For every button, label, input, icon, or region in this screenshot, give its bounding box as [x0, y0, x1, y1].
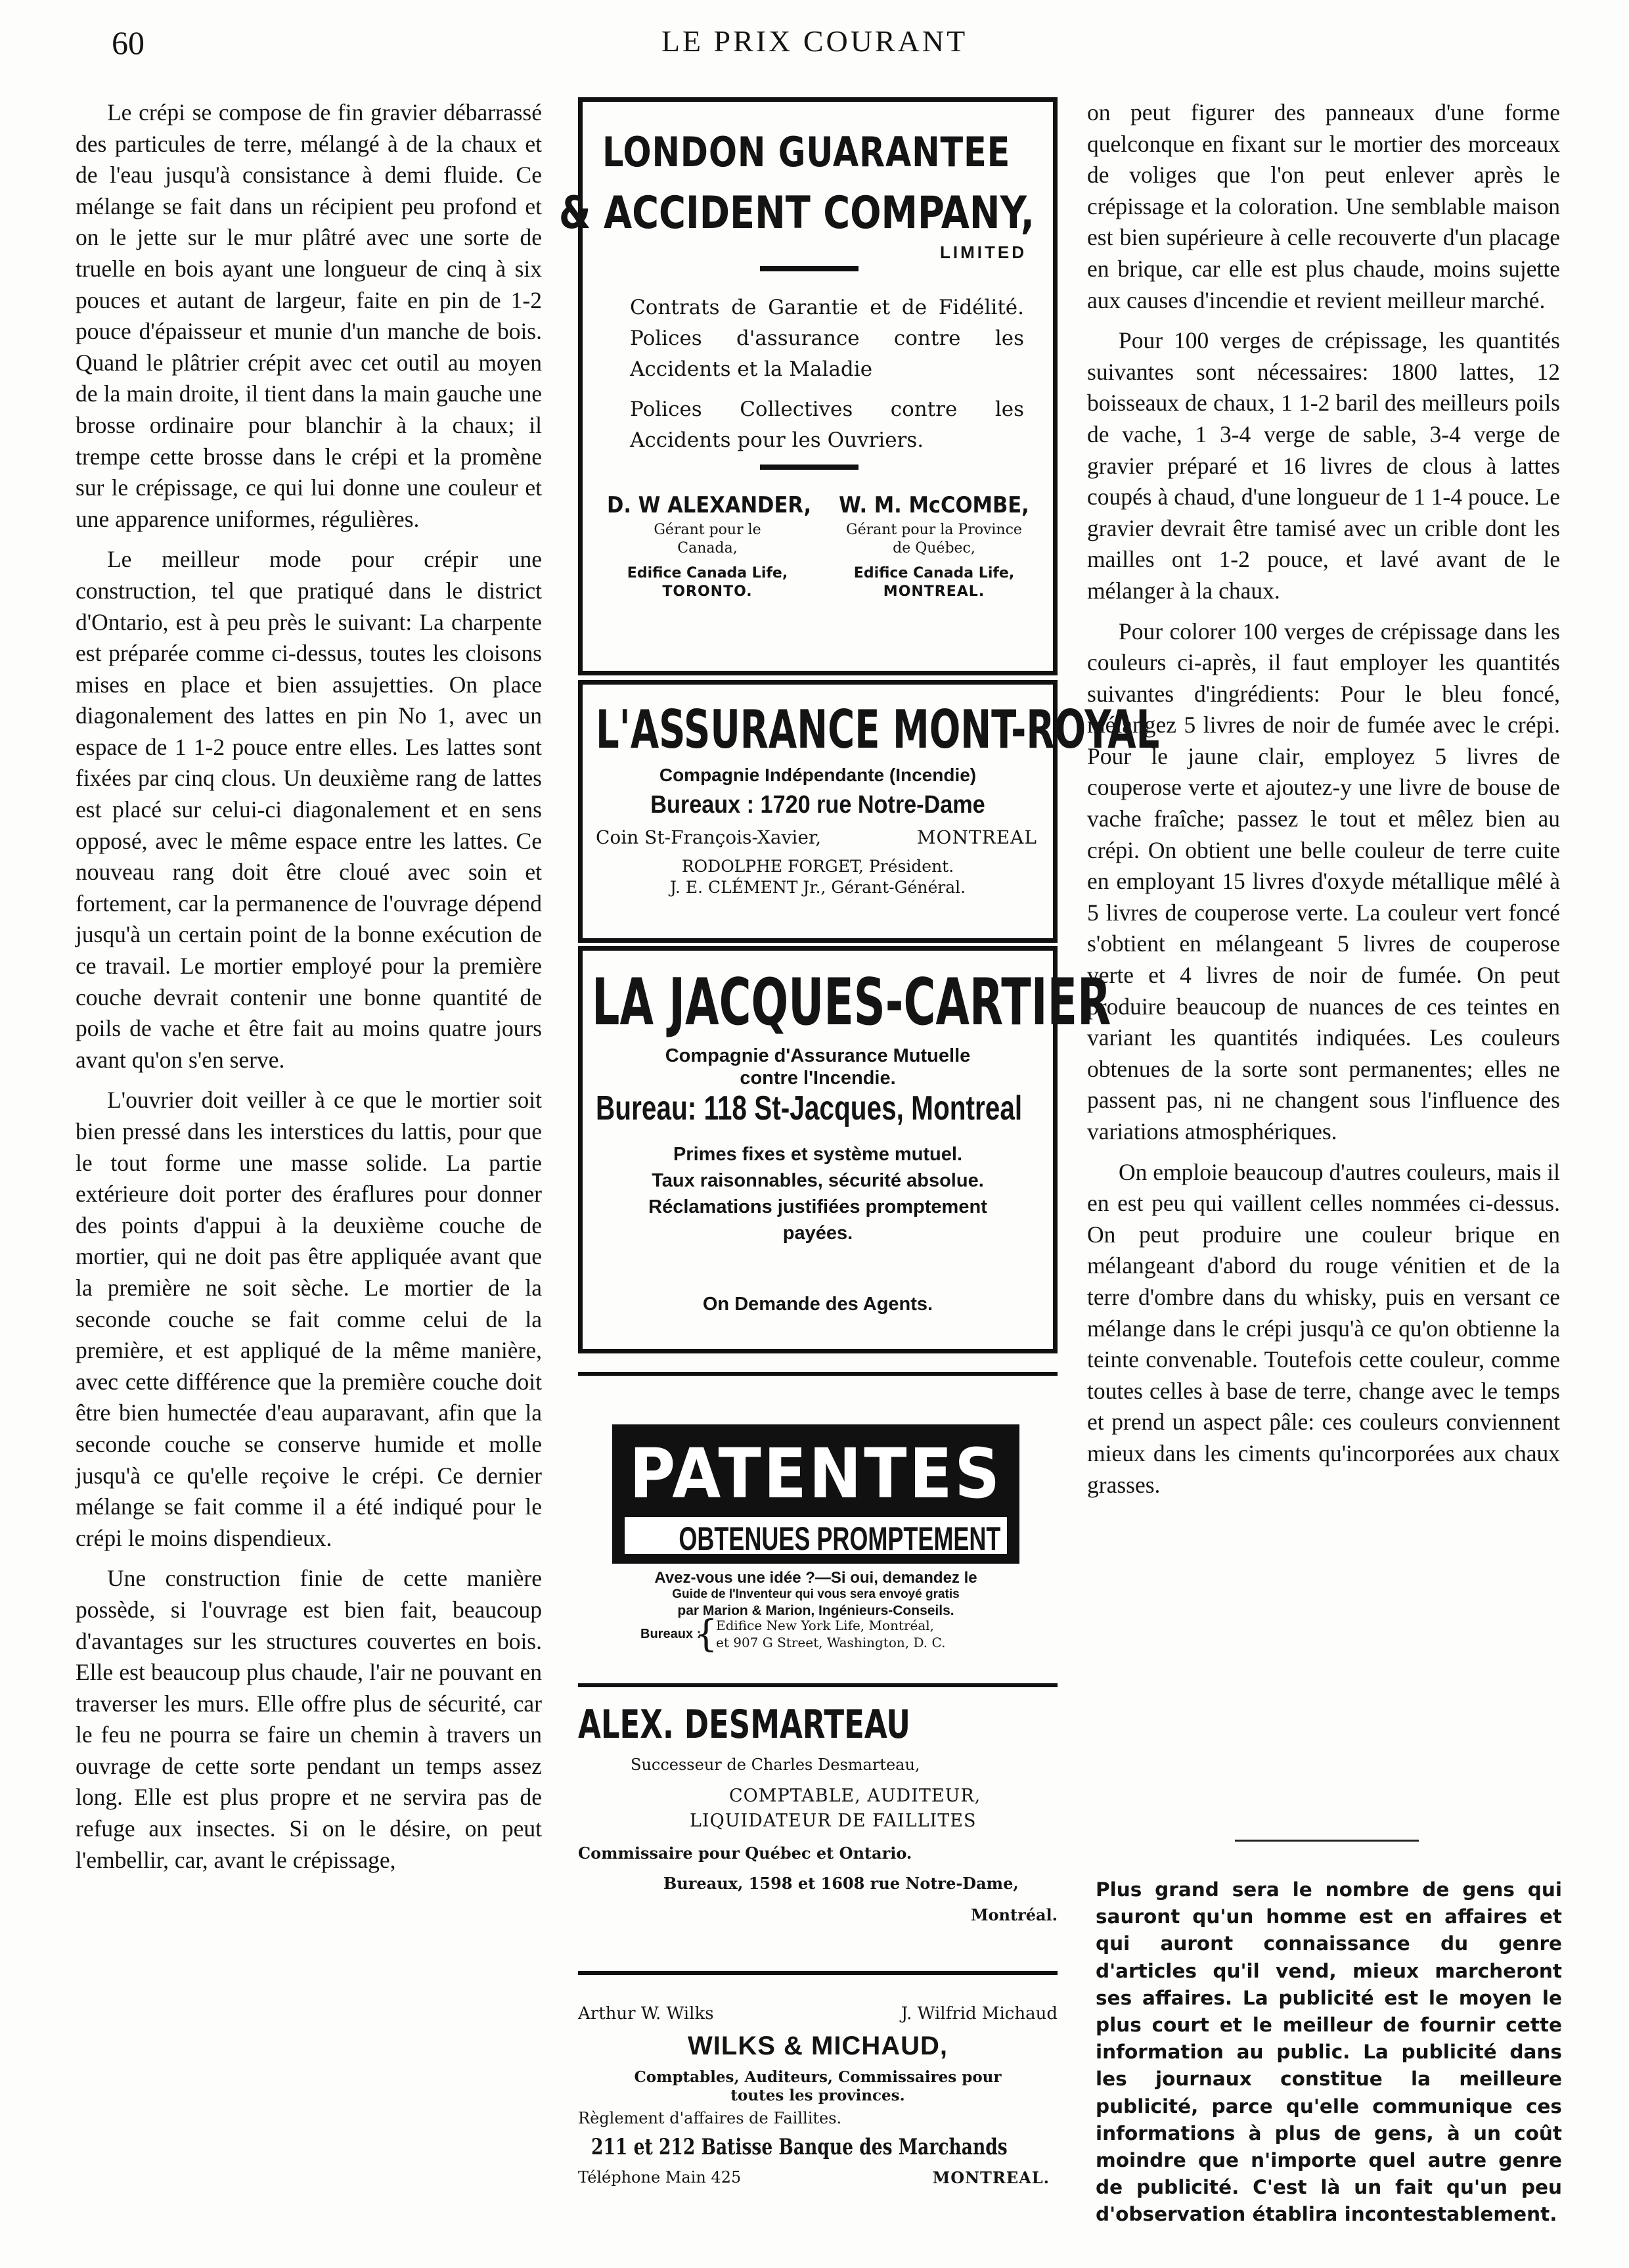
ad-city: MONTREAL — [916, 827, 1037, 848]
ad-separator — [578, 1683, 1058, 1687]
agent-role: Canada, — [677, 540, 738, 556]
paragraph: on peut figurer des panneaux d'une forme quelconque en fixant sur le mortier des morceaux de voliges que l'on peut enlever après le crépissage et la coloration. Une semblable maison est bien supérieure à celle recouverte d'un placage en brique, car elle est plus chaude, moins sujette aux causes d'incendie et revient meilleur marché. — [1087, 99, 1560, 313]
page-number: 60 — [112, 24, 145, 61]
advertising-notice: Plus grand sera le nombre de gens qui sauront qu'un homme est en affaires et qui auront connaissance du genre d'articles qu'il vend, mieux marcheront ses affaires. La publicité est le moyen le plus court et le meilleur de fournir cette information au public. La publicité dans les journaux constitue la meilleure publicité, parce qu'elle communique ces informations à plus de gens, à un coût moindre que n'importe quel autre genre de publicité. C'est là un fait qu'un peu d'observation établira incontestablement. — [1096, 1878, 1562, 2226]
agent-role: de Québec, — [893, 540, 975, 556]
ad-body — [630, 292, 1024, 465]
ad-line: Avez-vous une idée ?—Si oui, demandez le — [654, 1569, 977, 1587]
ad-bureau: Bureaux : 1720 rue Notre-Dame — [650, 791, 985, 819]
left-text-column — [76, 97, 542, 1885]
divider — [760, 266, 859, 271]
ad-limited: LIMITED — [940, 242, 1027, 262]
ad-line: COMPTABLE, AUDITEUR, — [729, 1786, 981, 1806]
agent-building: Edifice Canada Life, — [627, 565, 788, 581]
ad-title: WILKS & MICHAUD, — [688, 2031, 948, 2060]
ad-line: Règlement d'affaires de Faillites. — [578, 2109, 842, 2127]
ad-line: 211 et 212 Batisse Banque des Marchands — [591, 2134, 1008, 2160]
partner-name: Arthur W. Wilks — [578, 2004, 714, 2024]
ad-line: Commissaire pour Québec et Ontario. — [578, 1844, 912, 1863]
patentes-ad — [578, 1413, 1058, 1662]
agent-role: Gérant pour le — [654, 522, 761, 538]
ad-line: toutes les provinces. — [730, 2087, 905, 2104]
desmarteau-ad — [578, 1702, 1058, 1958]
ad-line: Comptables, Auditeurs, Commissaires pour — [634, 2068, 1002, 2086]
ad-title-line2: & ACCIDENT COMPANY, — [559, 187, 1035, 239]
ad-line: payées. — [782, 1223, 853, 1244]
jacques-cartier-ad — [578, 946, 1111, 1353]
ad-subtitle: Compagnie Indépendante (Incendie) — [659, 765, 977, 785]
paragraph: On emploie beaucoup d'autres couleurs, mais il en est peu qui vaillent celles nommées ci-dessus. On peut produire une couleur brique en mélangeant d'abord du rouge vénitien et de la terre d'ombre dans du whisky, puis en versant ce mélange dans le crépi jusqu'à ce qu'on obtienne la teinte convenable. Toutefois cette couleur, comme toutes celles à base de terre, change avec le temps et prend un aspect pâle: ces couleurs conviennent mieux dans les ciments qu'incorporées aux chaux grasses. — [1087, 1158, 1560, 1498]
ad-title: LA JACQUES-CARTIER — [592, 965, 1111, 1040]
paragraph: L'ouvrier doit veiller à ce que le mortier soit bien pressé dans les interstices du lattis, pour que le tout forme une masse solide. La partie extérieure doit porter des éraflures pour donner des points d'appui à la deuxième couche de mortier, qui ne doit pas être appliquée avant que la première ne soit sèche. Le mortier de la seconde couche se fait comme celui de la première, et est appliqué de la même manière, avec cette différence que la première couche doit être bien humectée d'eau auparavant, afin que la seconde couche se conserve humide et molle jusqu'à ce qu'elle reçoive le crépi. Ce dernier mélange se fait comme il a été indiqué pour le crépi le moins dispendieux. — [76, 1087, 542, 1551]
running-title: LE PRIX COURANT — [661, 24, 968, 58]
ad-line: Successeur de Charles Desmarteau, — [631, 1756, 920, 1774]
patentes-banner — [612, 1424, 1019, 1564]
ad-telephone: Téléphone Main 425 — [578, 2168, 742, 2187]
ad-title: L'ASSURANCE MONT-ROYAL — [596, 699, 1160, 760]
paragraph: Une construction finie de cette manière possède, si l'ouvrage est bien fait, beaucoup d'avantages sur les structures couvertes en bois. Elle est beaucoup plus chaude, l'air ne pouvant en traverser les murs. Elle offre plus de sécurité, car le feu ne pourra se faire un chemin à travers un ouvrage de cette sorte pendant un temps assez long. Elle est plus propre et ne servira pas de refuge aux insectes. Si on le désire, on peut l'embellir, car, avant le crépissage, — [76, 1565, 542, 1873]
ad-title-line1: LONDON GUARANTEE — [602, 128, 1011, 176]
ad-agents-wanted: On Demande des Agents. — [702, 1294, 933, 1315]
ad-president: RODOLPHE FORGET, Président. — [681, 857, 954, 876]
wilks-michaud-ad — [578, 2004, 1058, 2247]
ad-subtitle: Compagnie d'Assurance Mutuelle — [665, 1045, 971, 1066]
agent-building: Edifice Canada Life, — [853, 565, 1015, 581]
paragraph: Pour 100 verges de crépissage, les quantités suivantes sont nécessaires: 1800 lattes, 12 boisseaux de chaux, 1 1-2 baril des meilleurs poils de vache, 1 3-4 verge de sable, 3-4 verge de gravier préparé et 16 livres de clous à lattes coupés à chaud, d'une longueur de 1 1-4 pouce. Le gravier devrait être tamisé avec un crible dont les mailles ont 1-2 pouce, et lavé avant de le mélanger à la chaux. — [1087, 327, 1560, 604]
ad-manager: J. E. CLÉMENT Jr., Gérant-Général. — [669, 878, 966, 897]
paragraph: Le crépi se compose de fin gravier débarrassé des particules de terre, mélangé à de la chaux et de l'eau jusqu'à consistance à demi fluide. Ce mélange se fait dans un récipient peu profond et on le jette sur le mur plâtré avec une sorte de truelle en bois ayant une longueur de cinq à six pouces et autant de largeur, faite en pin de 1-2 pouce d'épaisseur et munie d'un manche de bois. Quand le plâtrier crépit avec cet outil au moyen de la main droite, il tient dans la main gauche une brosse ordinaire pour blanchir à la chaux; il trempe cette brosse dans le crépi et la promène sur le crépissage, ce qui lui donne une couleur et une apparence uniformes, régulières. — [76, 99, 542, 532]
ad-title: PATENTES — [629, 1434, 1002, 1514]
brace: { — [694, 1613, 718, 1656]
ad-subtitle-band — [623, 1515, 1009, 1556]
ad-bureau: Bureau: 118 St-Jacques, Montreal — [596, 1089, 1023, 1127]
mont-royal-ad — [578, 680, 1160, 943]
ad-paragraph: Polices Collectives contre les Accidents pour les Ouvriers. — [630, 397, 1024, 452]
divider — [1235, 1840, 1419, 1842]
ad-city: MONTREAL. — [932, 2168, 1050, 2187]
paragraph: Le meilleur mode pour crépir une construction, tel que pratiqué dans le district d'Ontario, est à peu près le suivant: La charpente est préparée comme ci-dessus, toutes les cloisons mises en place et bien assujetties. On place diagonalement des lattes en pin No 1, avec un espace de 1 1-2 pouce entre elles. Les lattes sont fixées par cinq clous. Un deuxième rang de lattes est placé sur celui-ci diagonalement et en sens opposé, avec le même espace entre les lattes. Ce nouveau rang doit être cloué avec soin et fortement, car la permanence de l'ouvrage dépend jusqu'à un certain point de la bonne exécution de ce travail. Le mortier employé pour la première couche devrait contenir une bonne quantité de poils de vache et être fait au moins quatre jours avant qu'on s'en serve. — [76, 546, 542, 1073]
ad-line: Réclamations justifiées promptement — [648, 1196, 987, 1217]
right-text-column — [1087, 97, 1560, 1510]
agent-city: TORONTO. — [662, 583, 753, 600]
ad-title: ALEX. DESMARTEAU — [578, 1702, 910, 1748]
agent-montreal — [819, 489, 1049, 601]
ad-address: et 907 G Street, Washington, D. C. — [716, 1635, 946, 1650]
agent-city: MONTREAL. — [883, 583, 985, 600]
agent-role: Gérant pour la Province — [846, 522, 1022, 538]
ad-subtitle: contre l'Incendie. — [740, 1068, 896, 1089]
ad-address: Edifice New York Life, Montréal, — [716, 1618, 935, 1633]
ad-paragraph: Contrats de Garantie et de Fidélité. Polices d'assurance contre les Accidents et la Maladie — [630, 296, 1024, 381]
agent-name: W. M. McCOMBE, — [839, 492, 1029, 518]
ad-subtitle: OBTENUES PROMPTEMENT — [679, 1520, 1001, 1557]
agent-name: D. W ALEXANDER, — [607, 492, 812, 518]
ad-line: par Marion & Marion, Ingénieurs-Conseils. — [677, 1603, 954, 1618]
ad-line: Primes fixes et système mutuel. — [673, 1144, 963, 1165]
ad-line: Guide de l'Inventeur qui vous sera envoyé gratis — [672, 1587, 960, 1601]
page-header — [0, 18, 1629, 71]
ad-corner: Coin St-François-Xavier, — [596, 827, 822, 848]
ad-line: Taux raisonnables, sécurité absolue. — [652, 1170, 984, 1191]
ad-line: Bureaux, 1598 et 1608 rue Notre-Dame, — [663, 1874, 1019, 1893]
ad-line: Montréal. — [970, 1905, 1058, 1924]
agent-toronto — [596, 489, 819, 601]
london-guarantee-ad — [559, 97, 1058, 675]
ad-separator — [578, 1971, 1058, 1975]
partner-name: J. Wilfrid Michaud — [901, 2004, 1058, 2024]
ad-line: LIQUIDATEUR DE FAILLITES — [690, 1811, 977, 1831]
ad-bureaux-label: Bureaux : — [640, 1627, 702, 1641]
ad-separator — [578, 1372, 1058, 1376]
divider — [760, 465, 859, 470]
paragraph: Pour colorer 100 verges de crépissage dans les couleurs ci-après, il faut employer les quantités suivantes d'ingrédients: Pour le bleu foncé, mélangez 5 livres de noir de fumée avec le crépi. Pour le jaune clair, employez 5 livres de couperose verte et ajoutez-y une livre de bouse de vache fraîche; passez le tout et mêlez bien au crépi. On obtient une belle couleur de terre cuite en employant 15 livres d'oxyde métallique mêlé à 5 livres de couperose verte. La couleur vert foncé s'obtient en mélangeant 5 livres de couperose verte et 4 livres de noir de fumée. On peut produire beaucoup de nuances de ces teintes en variant les quantités indiquées. Les couleurs obtenues de la sorte sont permanentes; elles ne passent pas, ni ne changent sous l'influence des variations atmosphériques. — [1087, 618, 1560, 1145]
